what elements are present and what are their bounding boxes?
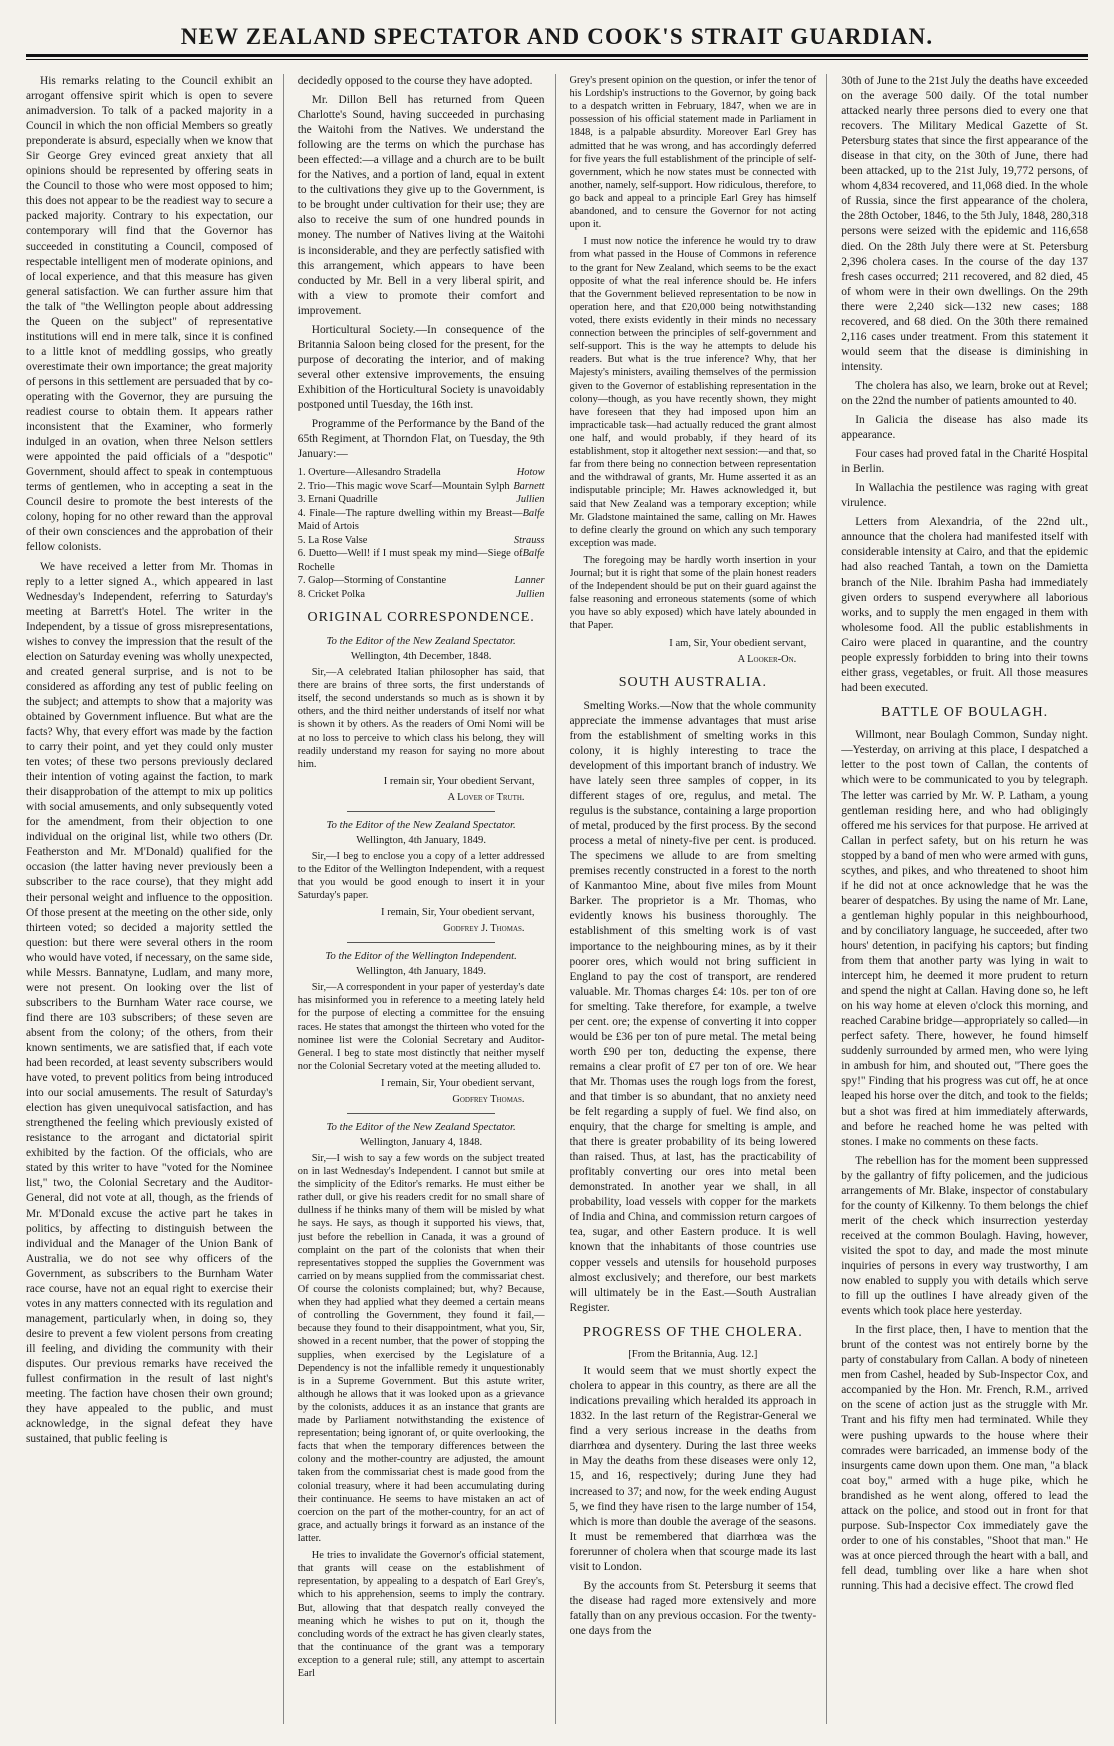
letter-3-date: Wellington, 4th January, 1849. (356, 966, 486, 978)
letter-4-addressee: To the Editor of the New Zealand Spectator. (326, 1120, 516, 1133)
cholera-continuation: 30th of June to the 21st July the deaths have exceeded on the average 500 daily. Of the total number attacked nearly three persons died to every one that recovers. The Military Medical Gazette of St. Petersburg states that since the first appearance of the disease in that city, on the 30th of June, there had been attacked, up to the 21st July, 19,772 persons, of whom 4,834 recovered, and 11,068 died. In the whole of Russia, since the first appearance of the cholera, the 28th October, 1846, to the 5th July, 1848, 280,318 persons were seized with the epidemic and 116,658 died. On the 28th July there were at St. Petersburg 2,396 cholera cases. In the course of the day 137 fresh cases occurred; 211 recovered, and 82 died, 45 of whom were in their own dwellings. On the 29th there were 2,240 sick—132 new cases; 188 recovered, and 68 died. On the 30th there remained 2,116 cases under treatment. From this statement it would seem that the disease is diminishing in intensity. (841, 75, 1088, 373)
programme-item: 6. Duetto—Well! if I must speak my mind—Siege of Rochelle Balfe (297, 548, 545, 573)
cholera-galicia: In Galicia the disease has also made its appearance. (841, 414, 1088, 442)
letter-4-signature: A Looker-On. (737, 653, 797, 665)
divider (347, 811, 495, 812)
letter-1-signature: A Lover of Truth. (447, 791, 525, 803)
column-3 (570, 74, 828, 1724)
letter-2-date: Wellington, 4th January, 1849. (356, 834, 486, 846)
letter-2-addressee: To the Editor of the New Zealand Spectator. (326, 818, 516, 831)
article-band-programme: Programme of the Performance by the Band of the 65th Regiment, at Thorndon Flat, on Tuesday, the 9th January:— (297, 418, 545, 461)
letter-3-body: Sir,—A correspondent in your paper of yesterday's date has misinformed you in reference to a meeting lately held for the purpose of electing a committee for the ensuing races. He states that amongst the thirteen who voted for the nominee list were the Colonial Secretary and Auditor-General. I beg to state most distinctly that neither myself nor the Colonial Secretary voted at the meeting alluded to. (297, 982, 545, 1072)
band-programme-list (298, 466, 545, 601)
programme-item: 7. Galop—Storming of Constantine Lanner (297, 575, 545, 587)
article-boulagh-2: The rebellion has for the moment been suppressed by the gallantry of fifty policemen, and the judicious arrangements of Mr. Blake, inspector of constabulary for the county of Kilkenny. To them belongs the chief merit of the check which insurrection yesterday received at the common Boulagh. Having, however, visited the spot to day, and made the most minute inquiries of persons in every way trustworthy, I am now enabled to supply you with details which serve to fill up the outlines I have already given of the events which took place here yesterday. (841, 1154, 1088, 1318)
programme-item: 2. Trio—This magic wove Scarf—Mountain Sylph Barnett (297, 480, 545, 492)
article-continuation: decidedly opposed to the course they have adopted. (297, 75, 533, 87)
cholera-alexandria: Letters from Alexandria, of the 22nd ult., announce that the cholera had manifested itself with considerable intensity at Cairo, and that the epidemic had also reached Tantah, a town on the Damietta branch of the Nile. Ibrahim Pasha had immediately given orders to suspend everywhere all laborious works, and to supply the men engaged in them with wholesome food. All the public establishments in Cairo were placed in quarantine, and the country people expressly forbidden to bring into their towns either grass, vegetables, or fruit. All those measures had been executed. (841, 516, 1088, 694)
letter-3-addressee: To the Editor of the Wellington Independent. (325, 949, 517, 962)
cholera-revel: The cholera has also, we learn, broke out at Revel; on the 22nd the number of patients amounted to 40. (841, 379, 1088, 407)
letter-3-signature: Godfrey Thomas. (452, 1093, 525, 1105)
letter-1-addressee: To the Editor of the New Zealand Spectator. (326, 634, 516, 647)
article-boulagh-1: Willmont, near Boulagh Common, Sunday night.—Yesterday, on arriving at this place, I despatched a letter to the post town of Callan, the contents of which were to be communicated to you by telegraph. The letter was carried by Mr. W. P. Latham, a young gentleman residing here, and who had obligingly offered me his services for that purpose. He arrived at Callan in perfect safety, but on his return he was stopped by a band of men who were armed with guns, scythes, and pikes, and who threatened to shoot him if he did not at once acknowledge that he was the bearer of despatches. By using the name of Mr. Lane, a gentleman highly popular in this neighbourhood, and by conciliatory language, he succeeded, after two hours' detention, in pacifying his captors; but finding from them that another party was lying in wait to intercept him, he deemed it more prudent to return and spend the night at Callan. Having done so, he left on his way home at eleven o'clock this morning, and reached Carabine bridge—appropriately so called—in perfect safety. There, however, he found himself suddenly surrounded by armed men, who were lying in ambush for him, and shouted out, "There goes the spy!" Finding that his progress was cut off, he at once leaped his horse over the ditch, and took to the fields; but a shot was fired at him immediately afterwards, and before he reached home he was pelted with stones. I make no comments on these facts. (841, 729, 1088, 1148)
article-dillon-bell: Mr. Dillon Bell has returned from Queen Charlotte's Sound, having succeeded in purchasing the Waitohi from the Natives. We understand the following are the terms on which the purchase has been effected:—a village and a church are to be built for the Natives, and a portion of land, equal in extent to the cultivations they give up to the Government, is to be brought under cultivation for their use; they are also to receive the sum of one hundred pounds in money. The number of Natives living at the Waitohi is inconsiderable, and they are perfectly satisfied with this arrangement, which appears to have been conducted by Mr. Bell in a very liberal spirit, and with a view to promote their comfort and improvement. (297, 94, 545, 317)
divider (347, 942, 495, 943)
letter-4-body: Sir,—I wish to say a few words on the subject treated on in last Wednesday's Independent. I cannot but smile at the simplicity of the Editor's remarks. He must either be rather dull, or give his readers credit for no small share of dullness if he thinks many of them will be misled by what he says. He says, as though it supported his views, that, just before the rebellion in Canada, it was a ground of complaint on the part of the colonists that when their representatives stopped the supplies the Government was carried on by means supplied from the commissariat chest. Of course the colonists complained; but, why? Because, when they had applied what they deemed a certain means of controlling the Government, they found it fail,—because they found to their disappointment, what you, Sir, showed in a recent number, that the power of stopping the supplies, when exercised by the Legislature of a Dependency is not the infallible remedy it unquestionably is in a Supreme Government. But this astute writer, although he allows that it was looked upon as a grievance by the colonists, adduces it as an instance that grants are made by Parliament notwithstanding the existence of representation; being ignorant of, or quite overlooking, the facts that when the temporary differences between the colony and the mother-country are adjusted, the amount taken from the commissariat chest is made good from the colonial treasury, where it had been accumulating during their continuance. He seems to have mistaken an act of coercion on the part of the mother-country, for an act of grace, and actually brings it forward as an instance of the latter. (297, 1152, 545, 1545)
letter-3-close: I remain, Sir, Your obedient servant, (381, 1077, 535, 1089)
article-cholera-2: By the accounts from St. Petersburg it seems that the disease had raged more extensively and more fatally than on any previous occasion. For the twenty-one days from the (569, 1579, 817, 1637)
letter-4-date: Wellington, January 4, 1848. (360, 1136, 483, 1148)
article-thomas-letter: We have received a letter from Mr. Thomas in reply to a letter signed A., which appeared in last Wednesday's Independent, referring to Saturday's meeting at Barrett's Hotel. The writer in the Independent, by a tissue of gross misrepresentations, wishes to convey the impression that the result of the election on Saturday evening was wholly unexpected, and created general surprise, and is not to be considered as affording any test of public feeling on the subject; and attempts to show that a majority was obtained by Government influence. But what are the facts? Why, that every effort was made by the faction to carry their point, and yet they could only muster ten votes; of these two persons previously declared their intention of voting against the faction, to mark their disapprobation of the attempt to mix up politics with social amusements, and only subsequently voted for the amendment, from their objection to one individual on the original list, while two others (Dr. Featherston and Mr. M'Donald) qualified for the occasion (the latter having never previously been a subscriber to the race course), that they might add their personal weight and influence to the opposition. Of those present at the meeting on the other side, only thirteen voted; so decided a majority settled the question: but there were several others in the room who would have voted, if necessary, on the same side, while Messrs. Bannatyne, Ludlam, and many more, were not present. On looking over the list of subscribers to the Burnham Water race course, we find there are 103 subscribers; of these seven are absent from the colony; of the others, from their known sentiments, we are satisfied that, if each vote had been recorded, at least seventy subscribers would have voted, to prevent politics from being introduced into our social amusements. The result of Saturday's election has given unequivocal satisfaction, and has strengthened the feeling which previously existed of resistance to the arrogant and dictatorial spirit exhibited by the faction. Of the officials, who are stated by this writer to have "voted for the Nominee list," two, the Colonial Secretary and the Auditor-General, did not vote at all, though, as the friends of Mr. M'Donald excuse the active part he takes in politics, by affecting to distinguish between the individual and the Manager of the Union Bank of Australia, we do not see why officers of the Government, as subscribers to the Burnham Water race course, have not an equal right to exercise their votes in any matters connected with its regulation and management, particularly when, in doing so, they desire to prevent a few violent persons from creating ill feeling, and dividing the community with their disputes. Our previous remarks have received the fullest confirmation in the result of last night's meeting. The faction have chosen their own ground; they have appealed to the public, and must acknowledge, in the signal defeat they have sustained, that public feeling is (26, 560, 273, 1446)
letter-2-signature: Godfrey J. Thomas. (443, 923, 525, 935)
columns (26, 74, 1088, 1724)
article-council-remarks: His remarks relating to the Council exhibit an arrogant offensive spirit which is open to severe animadversion. To talk of a packed majority in a Council in which the non official Members so greatly preponderate is absurd, especially when we know that Sir George Grey evinced great anxiety that all opinions should be represented by offering seats in the Council to those who were most opposed to him; this does not appear to be the readiest way to secure a packed majority. Contrary to his expectation, our contemporary will find that the Governor has succeeded in constituting a Council, composed of respectable intelligent men of moderate opinions, and of local experience, and that this measure has given general satisfaction. We can further assure him that the talk of "the Wellington people about addressing the Queen on the subject" of representative institutions will end in mere talk, since it is confined to a little knot of meddling gossips, who greatly overestimate their own importance; the great majority of persons in this settlement are persuaded that by co-operating with the Governor, they are pursuing the readiest course to obtain them. It appears rather inconsistent that the Examiner, who formerly indulged in an ovation, when three Nelson settlers were appointed the paid officials of a "despotic" Government, should affect to speak in contemptuous terms of gentlemen, who in accepting a seat in the Council desire to promote the best interests of the colony, hoping for no other reward than the approval of their own consciences and the approbation of their fellow colonists. (26, 75, 273, 554)
programme-item: 1. Overture—Allesandro Stradella Hotow (297, 467, 545, 479)
section-heading-south-australia: SOUTH AUSTRALIA. (618, 675, 767, 691)
programme-item: 3. Ernani Quadrille Jullien (297, 494, 545, 506)
letter-4-foregoing: The foregoing may be hardly worth insertion in your Journal; but it is right that some of the plain honest readers of the Independent should be put on their guard against the false reasoning and erroneous statements (some of which you have so ably exposed) which have lately abounded in that Paper. (569, 554, 817, 632)
letter-4-close: I am, Sir, Your obedient servant, (669, 637, 807, 649)
masthead: NEW ZEALAND SPECTATOR AND COOK'S STRAIT GUARDIAN. (180, 24, 934, 49)
letter-2-close: I remain, Sir, Your obedient servant, (381, 907, 535, 919)
article-smelting-works: Smelting Works.—Now that the whole community appreciate the immense advantages that must arise from the establishment of smelting works in this colony, it is highly interesting to trace the development of this important branch of industry. We have lately seen three samples of copper, in its different stages of ore, regulus, and metal. The regulus is the substance, containing a large proportion of metal, produced by the first process. By the second process a metal of ninety-five per cent. is produced. The specimens we allude to are from smelting premises recently constructed in a forest to the north of Kanmantoo Mine, about five miles from Mount Barker. The proprietor is a Mr. Thomas, who evidently knows his business thoroughly. The establishment of this smelting work is of vast importance to the neighbouring mines, as by it their poorer ores, which would not bring sufficient in England to pay the cost of transport, are rendered valuable. Mr. Thomas charges £4: 10s. per ton of ore for smelting. Take therefore, for example, a twelve per cent. ore; the expense of converting it into copper would be £36 per ton of pure metal. The metal being worth £90 per ton, deducting the expense, there remains a clear profit of £7 per ton of ore. We hear that Mr. Thomas uses the rough logs from the forest, and that timber is so abundant, that no anxiety need be felt regarding a supply of fuel. We find also, on enquiry, that the charge for smelting is ample, and that there is greater probability of its being lowered than raised. Thus, at last, has the practicability of profitably converting our ores into metal been demonstrated. In another year we shall, in all probability, load vessels with copper for the markets of India and China, and commission return cargoes of tea, sugar, and other Eastern produce. It is well known that the inhabitants of those countries use copper vessels and utensils for household purposes almost exclusively; and therefore, our best markets will ultimately be in the East.—South Australian Register. (569, 699, 817, 1314)
article-cholera-1: It would seem that we must shortly expect the cholera to appear in this country, as there are all the indications prevailing which heralded its approach in 1832. In the last return of the Registrar-General we find a very serious increase in the deaths from diarrhœa and dysentery. During the last three weeks in May the deaths from these diseases were only 12, 15, and 16, respectively; during June they had increased to 37; and now, for the week ending August 5, we find they have risen to the large number of 154, which is more than double the average of the seasons. It must be remembered that diarrhœa was the forerunner of cholera when that scourge made its last visit to London. (569, 1365, 817, 1573)
letter-2-body: Sir,—I beg to enclose you a copy of a letter addressed to the Editor of the Wellington Independent, with a request that you would be good enough to insert it in your Saturday's paper. (297, 850, 545, 902)
letter-1-date: Wellington, 4th December, 1848. (350, 651, 492, 663)
programme-item: 8. Cricket Polka Jullien (297, 588, 545, 600)
programme-item: 4. Finale—The rapture dwelling within my Breast—Maid of Artois Balfe (297, 507, 545, 533)
column-2 (298, 74, 556, 1724)
cholera-berlin: Four cases had proved fatal in the Charité Hospital in Berlin. (841, 448, 1088, 476)
section-heading-cholera: PROGRESS OF THE CHOLERA. (582, 1324, 803, 1340)
letter-4-continuation: Grey's present opinion on the question, or infer the tenor of his Lordship's instructions to the Governor, by going back to a despatch written in February, 1847, when we are in possession of his official statement made in Parliament in 1848, is a palpable absurdity. Moreover Earl Grey has admitted that he was wrong, and has accordingly deferred for five years the full establishment of the principle of self-government, which he now states must be connected with another, namely, self-support. How ridiculous, therefore, to go back and appeal to a principle Earl Grey has himself abandoned, and to censure the Governor for not acting upon it. (569, 75, 817, 231)
letter-4-body-continued: He tries to invalidate the Governor's official statement, that grants will cease on the establishment of representation, by appealing to a despatch of Earl Grey's, which to his apprehension, seems to imply the contrary. But, allowing that that despatch really conveyed the meaning which he wishes to put on it, though the concluding words of the extract he has given clearly states, that the continuance of the grant was a temporary exception to a general rule; still, any attempt to ascertain Earl (297, 1550, 545, 1680)
cholera-wallachia: In Wallachia the pestilence was raging with great virulence. (841, 482, 1088, 510)
letter-1-body: Sir,—A celebrated Italian philosopher has said, that there are brains of three sorts, the first understands of itself, the second understands so much as is shown it by others, and the third neither understands of itself nor what is shown it by others. As the readers of Omi Nomi will be at no loss to perceive to which class his belong, they will readily understand my reason for saying no more about him. (297, 667, 545, 770)
masthead-rule (26, 54, 1088, 57)
divider (347, 1113, 495, 1114)
programme-item: 5. La Rose Valse Strauss (297, 534, 545, 546)
article-horticultural-society: Horticultural Society.—In consequence of the Britannia Saloon being closed for the present, for the purpose of decorating the interior, and of making several other extensive improvements, the ensuing Exhibition of the Horticultural Society is unavoidably postponed until Tuesday, the 16th inst. (297, 323, 545, 411)
column-4 (841, 74, 1088, 1724)
section-heading-boulagh: BATTLE OF BOULAGH. (881, 704, 1049, 720)
section-heading-correspondence: ORIGINAL CORRESPONDENCE. (307, 610, 535, 626)
column-1 (26, 74, 284, 1724)
letter-4-inference: I must now notice the inference he would try to draw from what passed in the House of Commons in reference to the grant for New Zealand, which seems to be the exact opposite of what the real inference should be. He infers that the Government believed representation to be now in operation here, and that £20,000 being notwithstanding voted, there exists evidently in their minds no necessary connection between the principles of self-government and self-support. This is the way he attempts to delude his readers. But what is the true inference? Why, that her Majesty's ministers, availing themselves of the permission given to the Governor of establishing representation in the colony—though, as you have recently shown, they might have foreseen that they had imposed upon him an impracticable task—had actually reduced the grant almost one half, and would probably, if they heard of its establishment, stop it altogether next session:—and that, so far from there being no connection between representation and the withdrawal of grants, Mr. Hume asserted it as an indisputable principle; Mr. Hawes acknowledged it, but said that New Zealand was a temporary exception; while Mr. Gladstone maintained the same, calling on Mr. Hawes to define clearly the ground on which any such temporary exception was made. (569, 236, 817, 549)
letter-1-close: I remain sir, Your obedient Servant, (383, 775, 535, 787)
masthead-rule-thin (26, 59, 1088, 60)
article-boulagh-3: In the first place, then, I have to mention that the brunt of the contest was not entirely borne by the party of constabulary from Callan. A body of nineteen men from Cashel, headed by Sub-Inspector Cox, and accompanied by the Hon. Mr. French, R.M., arrived on the scene of action just as the struggle with Mr. Trant and his fifty men had terminated. While they were pushing upwards to the house where their comrades were barricaded, an immense body of the insurgents came down upon them. One man, "a black coat boy," armed with a huge pike, which he brandished as he went along, offered to lead the attack on the police, and stood out in front for that purpose. Sub-Inspector Cox immediately gave the order to one of his constables, "Shoot that man." He was at once pierced through the heart with a ball, and fell dead, tumbling over like a hare when shot running. This had a decisive effect. The crowd fled (841, 1324, 1088, 1592)
cholera-source: [From the Britannia, Aug. 12.] (628, 1349, 758, 1361)
